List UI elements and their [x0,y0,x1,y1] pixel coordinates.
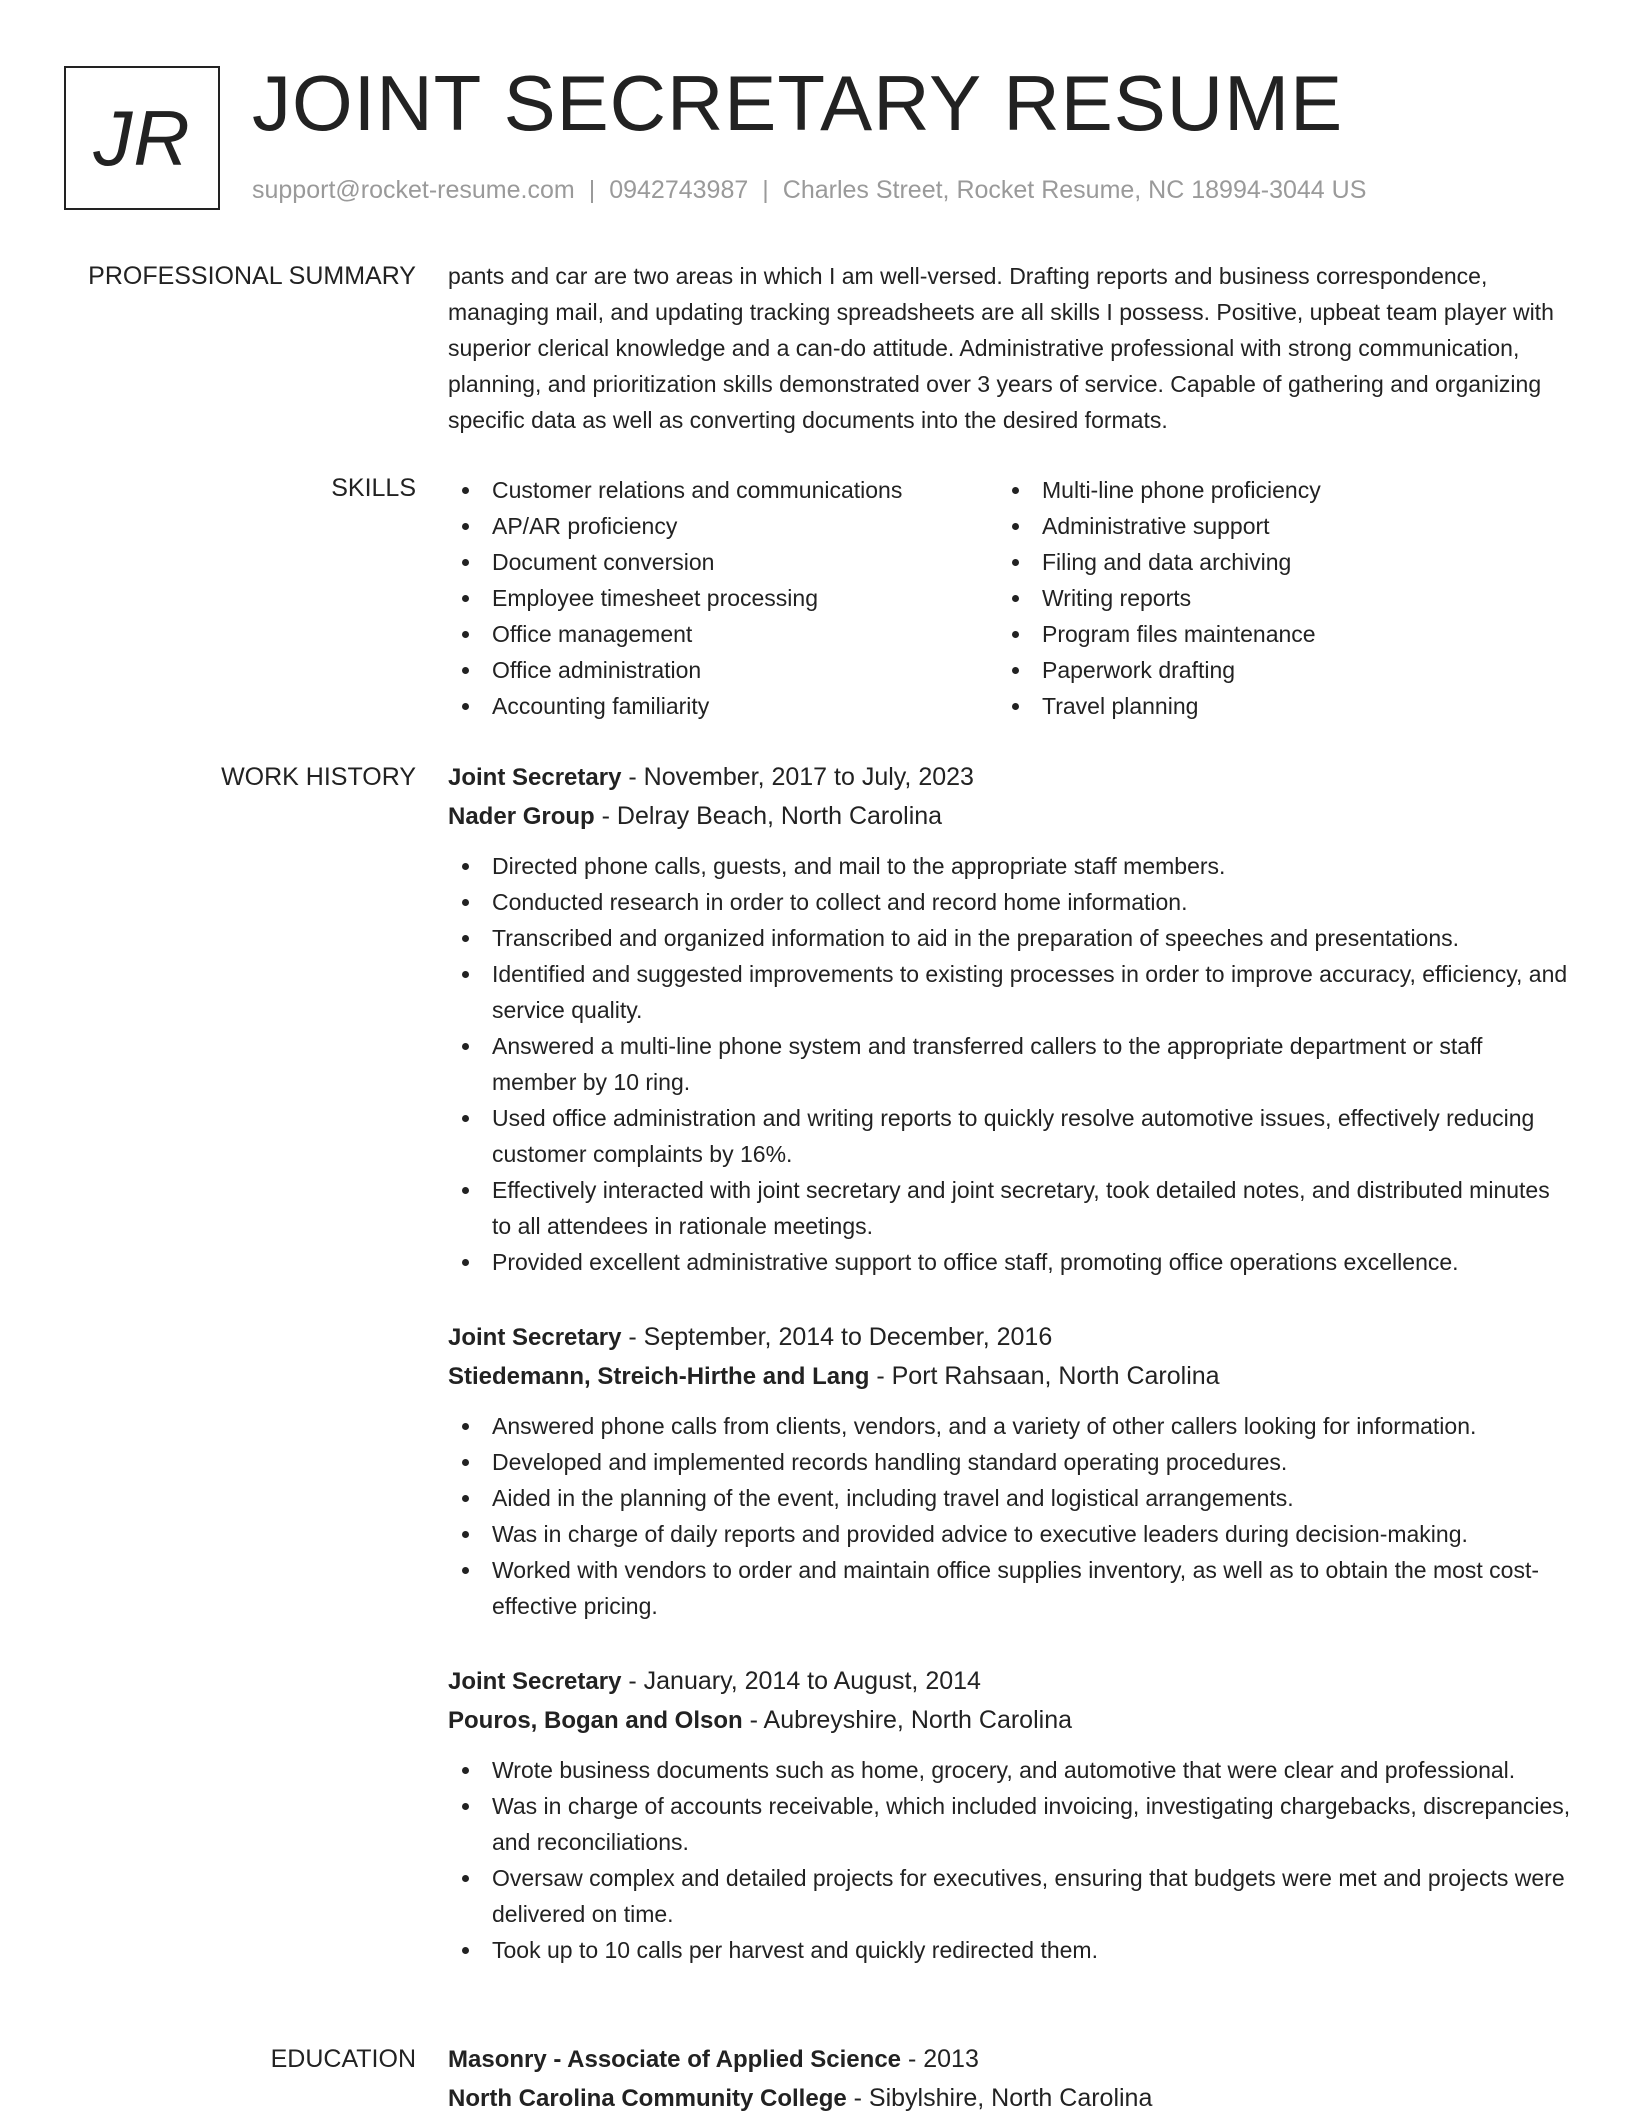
job-bullet: Answered a multi-line phone system and transferred callers to the appropriate department or staff member by 10 ring. [448,1028,1572,1100]
education-degree: Masonry - Associate of Applied Science [448,2046,902,2073]
job-bullet: Developed and implemented records handling standard operating procedures. [448,1444,1572,1480]
job-bullet: Transcribed and organized information to aid in the preparation of speeches and presentations. [448,920,1572,956]
job-company: Stiedemann, Streich-Hirthe and Lang [448,1363,870,1390]
education-degree-line [448,2040,1572,2079]
skill-item: Office management [448,616,998,652]
job-company-line [448,1701,1572,1740]
job-company-line [448,797,1572,836]
skills-grid [448,472,1572,724]
job-title: Joint Secretary [448,1324,622,1351]
job-bullets [448,848,1572,1280]
job-title-line [448,758,1572,797]
job-bullet: Conducted research in order to collect and record home information. [448,884,1572,920]
job-dates: - November, 2017 to July, 2023 [621,763,974,791]
skill-item: Filing and data archiving [998,544,1548,580]
job-title-line [448,1662,1572,1701]
job-company: Nader Group [448,803,595,830]
job-location: - Aubreyshire, North Carolina [742,1706,1072,1734]
contact-phone: 0942743987 [609,176,749,204]
job-bullet: Provided excellent administrative support to office staff, promoting office operations excellence. [448,1244,1572,1280]
job-bullet: Identified and suggested improvements to existing processes in order to improve accuracy, efficiency, and service quality. [448,956,1572,1028]
monogram-logo: JR [64,66,220,210]
skills-column-left [448,472,998,724]
education-location: - Sibylshire, North Carolina [846,2084,1153,2112]
resume-title: JOINT SECRETARY RESUME [252,59,1344,147]
education-body [448,2040,1572,2112]
job-company: Pouros, Bogan and Olson [448,1707,743,1734]
contact-line [252,176,1366,205]
job-entry [448,1662,1572,1968]
skill-item: Employee timesheet processing [448,580,998,616]
skills-label: SKILLS [331,474,416,502]
job-bullet: Answered phone calls from clients, vendors, and a variety of other callers looking for information. [448,1408,1572,1444]
job-title-line [448,1318,1572,1357]
job-bullet: Was in charge of accounts receivable, which included invoicing, investigating chargebacks, discrepancies, and reconciliations. [448,1788,1572,1860]
job-entry [448,1318,1572,1624]
skills-column-right [998,472,1548,724]
skill-item: Customer relations and communications [448,472,998,508]
work-history-label: WORK HISTORY [221,763,416,791]
job-bullet: Worked with vendors to order and maintain office supplies inventory, as well as to obtain the most cost-effective pricing. [448,1552,1572,1624]
summary-body [448,258,1572,438]
job-bullet: Took up to 10 calls per harvest and quickly redirected them. [448,1932,1572,1968]
job-bullet: Was in charge of daily reports and provided advice to executive leaders during decision-making. [448,1516,1572,1552]
job-bullet: Effectively interacted with joint secretary and joint secretary, took detailed notes, and distributed minutes to all attendees in rationale meetings. [448,1172,1572,1244]
skill-item: AP/AR proficiency [448,508,998,544]
skill-item: Writing reports [998,580,1548,616]
skill-item: Administrative support [998,508,1548,544]
education-year: - 2013 [901,2045,979,2073]
summary-label: PROFESSIONAL SUMMARY [88,262,416,290]
skill-item: Paperwork drafting [998,652,1548,688]
skill-item: Program files maintenance [998,616,1548,652]
job-title: Joint Secretary [448,764,622,791]
education-label: EDUCATION [270,2045,416,2073]
skill-item: Travel planning [998,688,1548,724]
contact-separator: | [762,176,769,204]
job-dates: - January, 2014 to August, 2014 [621,1667,981,1695]
contact-separator: | [588,176,596,204]
job-bullet: Oversaw complex and detailed projects for executives, ensuring that budgets were met and projects were delivered on time. [448,1860,1572,1932]
skill-item: Document conversion [448,544,998,580]
contact-address: Charles Street, Rocket Resume, NC 18994-3044 US [782,176,1367,204]
job-bullet: Aided in the planning of the event, including travel and logistical arrangements. [448,1480,1572,1516]
skill-item: Office administration [448,652,998,688]
job-title: Joint Secretary [448,1668,622,1695]
job-bullets [448,1752,1572,1968]
education-school-line [448,2079,1572,2112]
summary-text: pants and car are two areas in which I am well-versed. Drafting reports and business correspondence, managing mail, and updating tracking spreadsheets are all skills I possess. Positive, upbeat team player with superior clerical knowledge and a can-do attitude. Administrative professional with strong communication, planning, and prioritization skills demonstrated over 3 years of service. Capable of gathering and organizing specific data as well as converting documents into the desired formats. [448,263,1554,433]
job-bullets [448,1408,1572,1624]
job-bullet: Wrote business documents such as home, grocery, and automotive that were clear and professional. [448,1752,1572,1788]
job-bullet: Used office administration and writing reports to quickly resolve automotive issues, effectively reducing customer complaints by 16%. [448,1100,1572,1172]
job-bullet: Directed phone calls, guests, and mail to the appropriate staff members. [448,848,1572,884]
education-school: North Carolina Community College [448,2085,847,2112]
job-entry [448,758,1572,1280]
job-dates: - September, 2014 to December, 2016 [621,1323,1053,1351]
job-location: - Port Rahsaan, North Carolina [869,1362,1220,1390]
contact-email: support@rocket-resume.com [252,176,575,204]
skills-body [448,472,1572,724]
skill-item: Accounting familiarity [448,688,998,724]
skill-item: Multi-line phone proficiency [998,472,1548,508]
job-location: - Delray Beach, North Carolina [594,802,943,830]
job-company-line [448,1357,1572,1396]
